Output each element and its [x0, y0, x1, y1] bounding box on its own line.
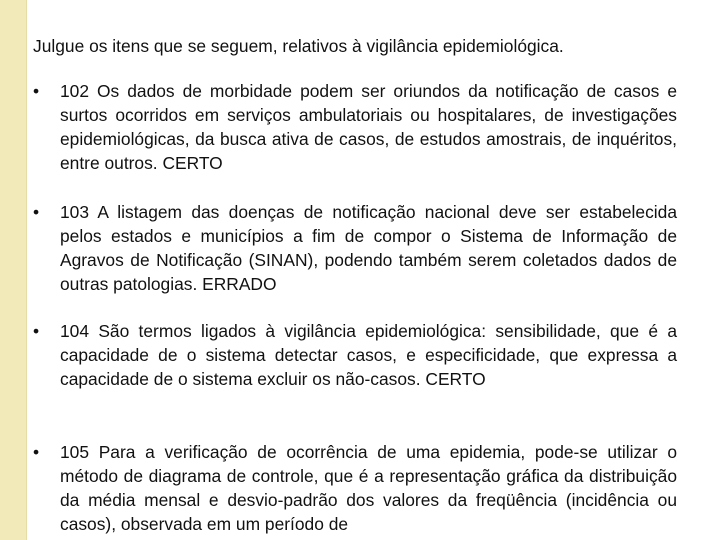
- list-item: [33, 440, 677, 536]
- list-item: [33, 319, 677, 391]
- bullet-icon: •: [33, 442, 40, 462]
- bullet-icon: •: [33, 321, 40, 341]
- intro-text: Julgue os itens que se seguem, relativos à vigilância epidemiológica.: [33, 36, 564, 56]
- list-item-text: 103 A listagem das doenças de notificação nacional deve ser estabelecida pelos estados e municípios a fim de compor o Sistema de Informação de Agravos de Notificação (SINAN), podendo também serem coletados dados de outras patologias. ERRADO: [60, 202, 677, 294]
- list-item: [33, 200, 677, 296]
- list-item-text: 105 Para a verificação de ocorrência de uma epidemia, pode-se utilizar o método de diagrama de controle, que é a representação gráfica da distribuição da média mensal e desvio-padrão dos valores da freqüência (incidência ou casos), observada em um período de: [60, 442, 677, 534]
- list-item-text: 102 Os dados de morbidade podem ser oriundos da notificação de casos e surtos ocorridos em serviços ambulatoriais ou hospitalares, de investigações epidemiológicas, da busca ativa de casos, de estudos amostrais, de inquéritos, entre outros. CERTO: [60, 81, 677, 173]
- bullet-icon: •: [33, 81, 40, 101]
- list-item: [33, 79, 677, 175]
- list-item-text: 104 São termos ligados à vigilância epidemiológica: sensibilidade, que é a capacidade de o sistema detectar casos, e especificidade, que expressa a capacidade de o sistema excluir os não-casos. CERTO: [60, 321, 677, 389]
- bullet-icon: •: [33, 202, 40, 222]
